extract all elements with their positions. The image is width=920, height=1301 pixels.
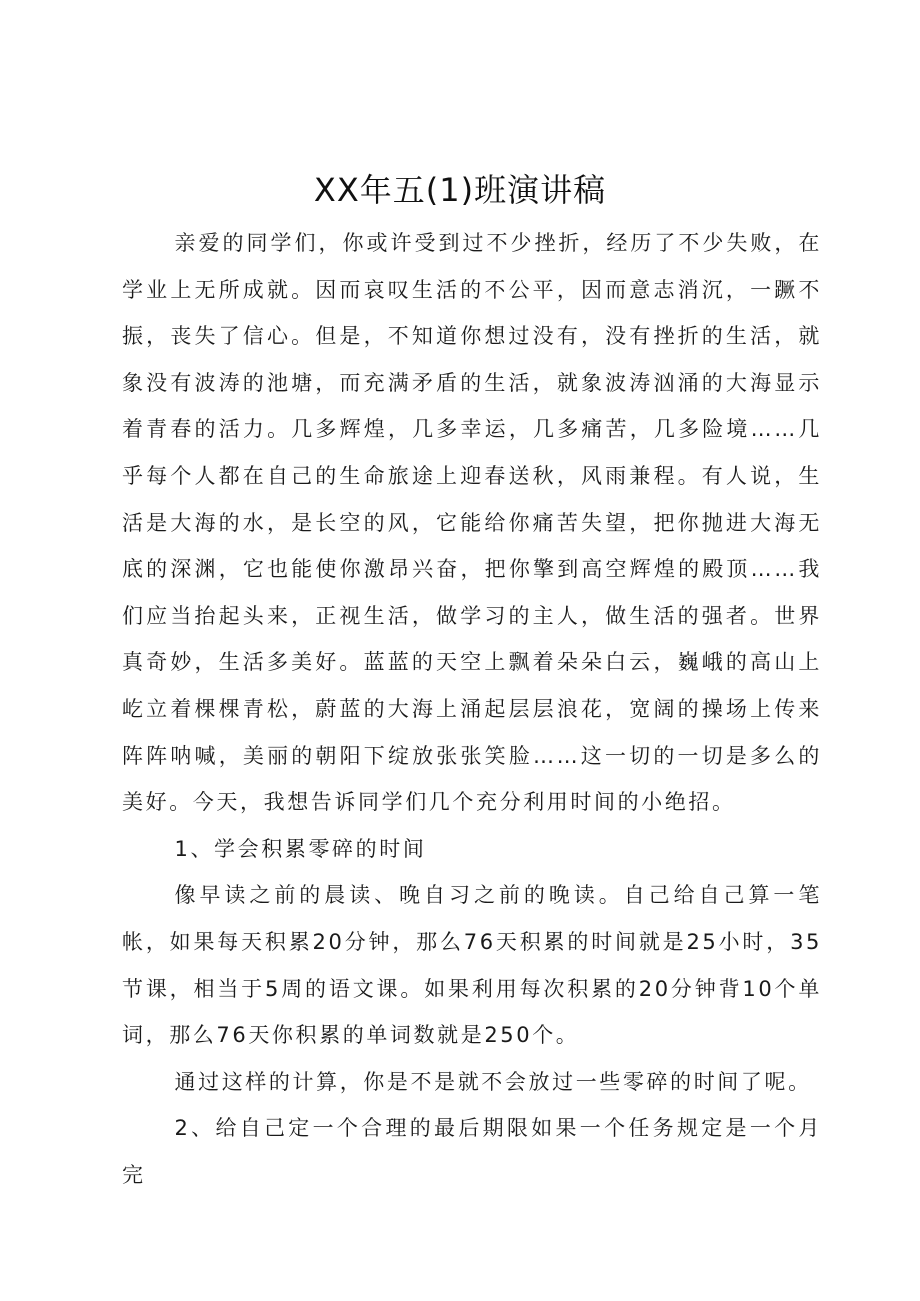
document-body <box>122 220 822 1198</box>
document-title: XX年五(1)班演讲稿 <box>313 171 607 209</box>
paragraph-tip-1-conclusion: 通过这样的计算，你是不是就不会放过一些零碎的时间了呢。 <box>174 1069 812 1094</box>
paragraph-tip-2-heading: 2、给自己定一个合理的最后期限如果一个任务规定是一个月完 <box>122 1116 822 1187</box>
paragraph-tip-1-body: 像早读之前的晨读、晚自习之前的晚读。自己给自己算一笔帐，如果每天积累20分钟，那么76天积累的时间就是25小时，35节课，相当于5周的语文课。如果利用每次积累的20分钟背10个单词，那么76天你积累的单词数就是250个。 <box>122 883 822 1048</box>
paragraph-intro: 亲爱的同学们，你或许受到过不少挫折，经历了不少失败，在学业上无所成就。因而哀叹生活的不公平，因而意志消沉，一蹶不振，丧失了信心。但是，不知道你想过没有，没有挫折的生活，就象没有波涛的池塘，而充满矛盾的生活，就象波涛汹涌的大海显示着青春的活力。几多辉煌，几多幸运，几多痛苦，几多险境……几乎每个人都在自己的生命旅途上迎春送秋，风雨兼程。有人说，生活是大海的水，是长空的风，它能给你痛苦失望，把你抛进大海无底的深渊，它也能使你激昂兴奋，把你擎到高空辉煌的殿顶……我们应当抬起头来，正视生活，做学习的主人，做生活的强者。世界真奇妙，生活多美好。蓝蓝的天空上飘着朵朵白云，巍峨的高山上屹立着棵棵青松，蔚蓝的大海上涌起层层浪花，宽阔的操场上传来阵阵呐喊，美丽的朝阳下绽放张张笑脸……这一切的一切是多么的美好。今天，我想告诉同学们几个充分利用时间的小绝招。 <box>122 231 822 815</box>
paragraph-tip-1-heading: 1、学会积累零碎的时间 <box>174 836 427 861</box>
